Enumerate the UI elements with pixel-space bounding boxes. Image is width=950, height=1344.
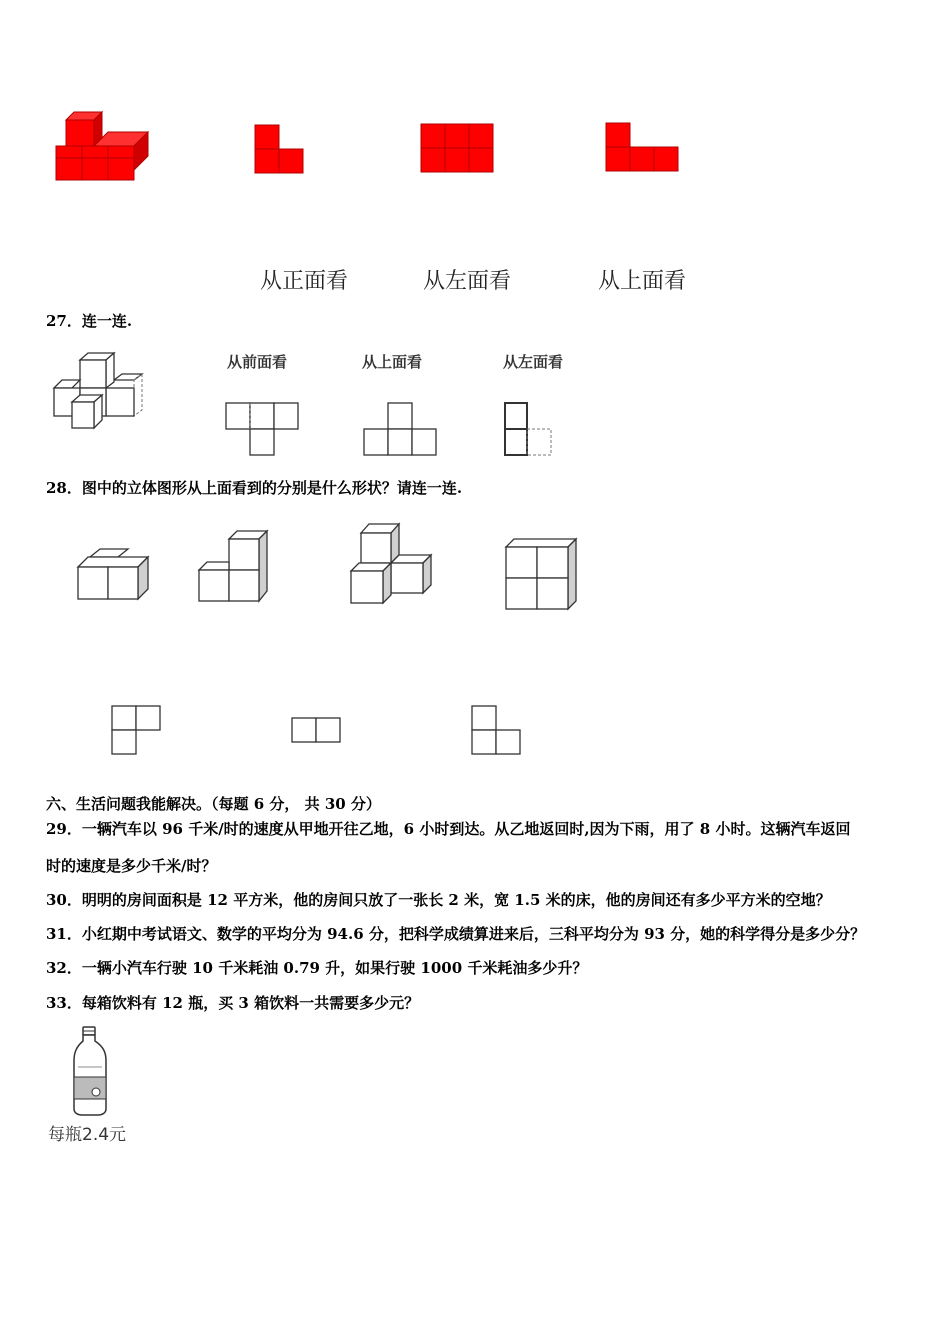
bottle-price-caption: 每瓶2.4元 (48, 1125, 127, 1145)
q28-top-view-a (110, 704, 164, 756)
question-33: 33．每箱饮料有 12 瓶，买 3 箱饮料一共需要多少元？ (46, 994, 420, 1012)
q27-front-view-shape (225, 402, 301, 456)
question-29-line-1: 29．一辆汽车以 96 千米/时的速度从甲地开往乙地，6 小时到达。从乙地返回时,因为下雨，用了 8 小时。这辆汽车返回 (46, 820, 851, 838)
q28-solid-1 (76, 547, 152, 601)
view-label-front: 从正面看 (260, 269, 349, 294)
bottle-icon (70, 1025, 110, 1117)
q28-solid-4 (503, 537, 581, 613)
question-28: 28．图中的立体图形从上面看到的分别是什么形状？请连一连. (46, 479, 463, 497)
question-30: 30．明明的房间面积是 12 平方米，他的房间只放了一张长 2 米，宽 1.5 米的床，他的房间还有多少平方米的空地？ (46, 891, 831, 909)
q27-top-view-shape (363, 402, 439, 456)
question-32: 32．一辆小汽车行驶 10 千米耗油 0.79 升，如果行驶 1000 千米耗油多少升？ (46, 959, 588, 977)
question-27: 27．连一连. (46, 312, 133, 330)
cube-solid-q27 (50, 350, 150, 432)
red-left-view (420, 123, 496, 175)
q27-label-top: 从上面看 (362, 353, 423, 371)
red-front-view (254, 124, 306, 176)
red-top-view (605, 122, 681, 174)
q27-label-left: 从左面看 (503, 353, 564, 371)
question-29-line-2: 时的速度是多少千米/时？ (46, 857, 217, 875)
q27-left-view-shape (503, 402, 555, 456)
view-label-top: 从上面看 (598, 269, 687, 294)
q28-top-view-c (470, 704, 524, 756)
q28-solid-3 (349, 521, 435, 607)
view-label-left: 从左面看 (423, 269, 512, 294)
question-31: 31．小红期中考试语文、数学的平均分为 94.6 分，把科学成绩算进来后，三科平均分为 93 分，她的科学得分是多少分？ (46, 925, 866, 943)
red-cube-solid (52, 108, 152, 184)
q28-top-view-b (290, 716, 344, 744)
q28-solid-2 (197, 529, 273, 605)
section-6-title: 六、生活问题我能解决。（每题 6 分， 共 30 分） (46, 795, 381, 813)
q27-label-front: 从前面看 (227, 353, 288, 371)
